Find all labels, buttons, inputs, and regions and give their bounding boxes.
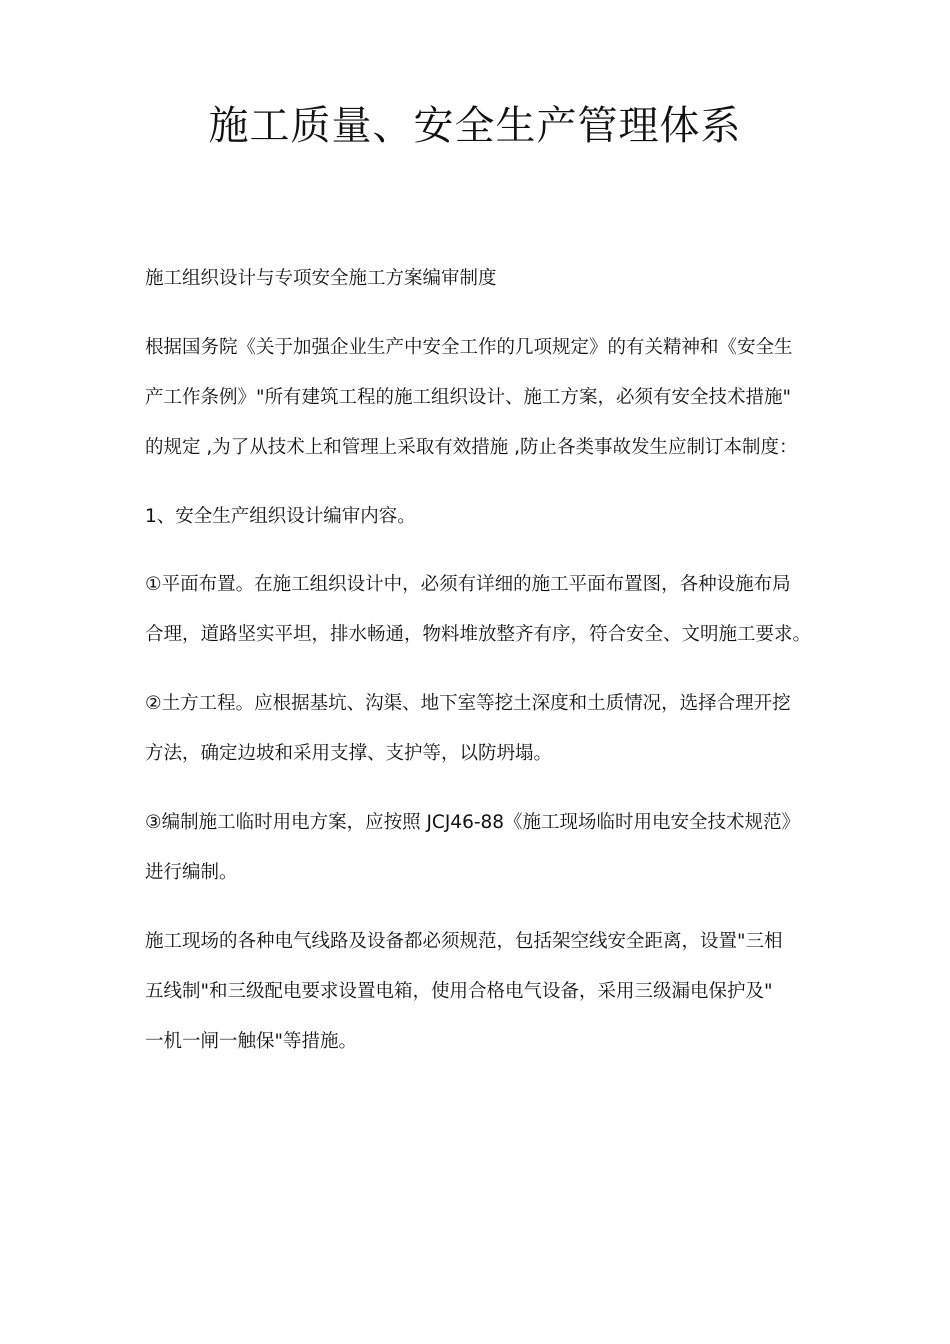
electrical-line-3: 一机一闸一触保"等措施。 <box>145 1031 358 1052</box>
item-a-line-1: ①平面布置。在施工组织设计中，必须有详细的施工平面布置图，各种设施布局 <box>145 574 791 595</box>
intro-line-3: 的规定 ,为了从技术上和管理上采取有效措施 ,防止各类事故发生应制订本制度： <box>145 437 798 458</box>
item-c-line-1: ③编制施工临时用电方案，应按照 JCJ46-88《施工现场临时用电安全技术规范》 <box>145 812 801 833</box>
item-b-paragraph <box>145 679 815 779</box>
electrical-line-1: 施工现场的各种电气线路及设备都必须规范，包括架空线安全距离，设置"三相 <box>145 931 783 952</box>
item-c-line-2: 进行编制。 <box>145 862 238 883</box>
item-a-paragraph <box>145 560 815 660</box>
section-heading-text: 施工组织设计与专项安全施工方案编审制度 <box>145 268 497 289</box>
intro-paragraph <box>145 323 815 473</box>
intro-line-1: 根据国务院《关于加强企业生产中安全工作的几项规定》的有关精神和《安全生 <box>145 337 793 358</box>
electrical-line-2: 五线制"和三级配电要求设置电箱，使用合格电气设备，采用三级漏电保护及" <box>145 981 773 1002</box>
item1-heading <box>145 492 815 542</box>
electrical-paragraph <box>145 917 815 1067</box>
item-a-line-2: 合理，道路坚实平坦，排水畅通，物料堆放整齐有序，符合安全、文明施工要求。 <box>145 624 812 645</box>
item1-heading-text: 1、安全生产组织设计编审内容。 <box>145 506 416 527</box>
item-b-line-2: 方法，确定边坡和采用支撑、支护等，以防坍塌。 <box>145 743 553 764</box>
section-heading <box>145 254 815 304</box>
item-c-paragraph <box>145 798 815 898</box>
intro-line-2: 产工作条例》"所有建筑工程的施工组织设计、施工方案，必须有安全技术措施" <box>145 387 792 408</box>
document-title: 施工质量、安全生产管理体系 <box>208 103 742 149</box>
item-b-line-1: ②土方工程。应根据基坑、沟渠、地下室等挖土深度和土质情况，选择合理开挖 <box>145 693 791 714</box>
